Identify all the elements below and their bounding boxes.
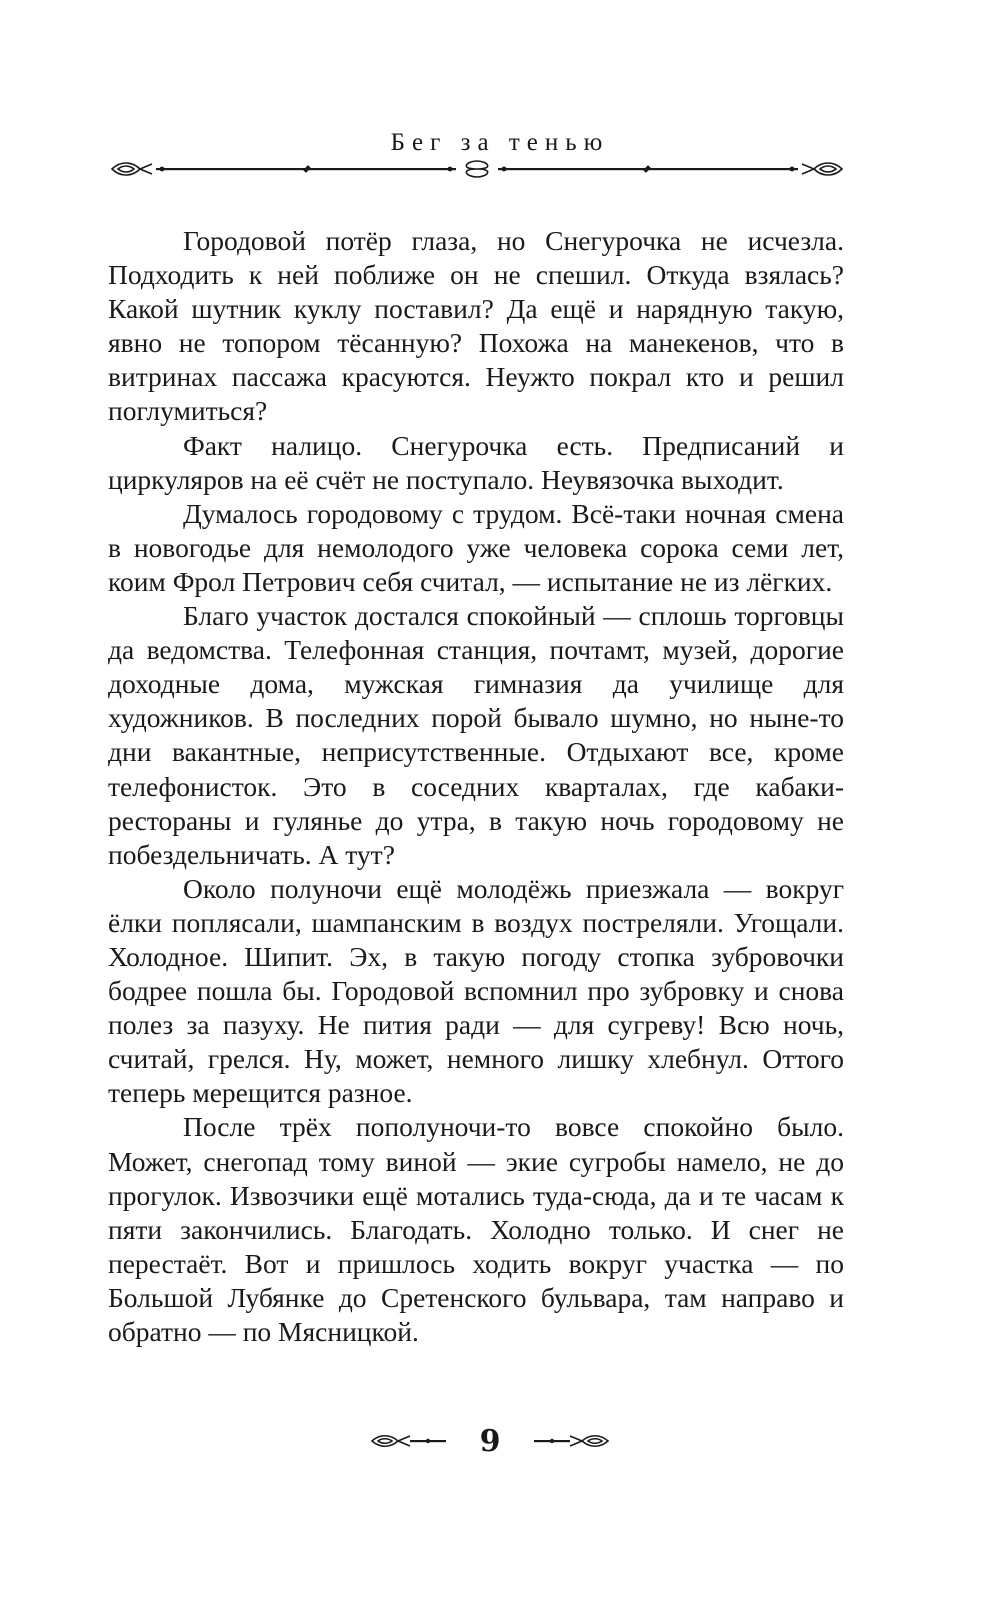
page-footer [370, 1422, 610, 1462]
paragraph: После трёх пополуночи-то вовсе спокойно было. Может, снегопад тому виной — экие сугробы намело, не до прогулок. Извозчики ещё мотались туда-сюда, да и те часам к пяти закончились. Благодать. Холодно только. И снег не перестаёт. Вот и пришлось ходить вокруг участка — по Большой Лубянке до Сретенского бульвара, там направо и обратно — по Мясницкой. [108, 1111, 844, 1347]
scroll-ornament-right-icon [530, 1431, 610, 1451]
body-text [108, 224, 844, 1349]
paragraph: Благо участок достался спокойный — сплошь торговцы да ведомства. Телефонная станция, почтамт, музей, дорогие доходные дома, мужская гимназия да училище для художников. В последних порой бывало шумно, но ныне-то дни вакантные, неприсутственные. Отдыхают все, кроме телефонисток. Это в соседних кварталах, где кабаки-рестораны и гулянье до утра, в такую ночь городовому не побездельничать. А тут? [108, 600, 844, 870]
running-head: Бег за тенью [390, 129, 610, 156]
paragraph: Думалось городовому с трудом. Всё-таки ночная смена в новогодье для немолодого уже человека сорока семи лет, коим Фрол Петрович себя считал, — испытание не из лёгких. [108, 497, 844, 597]
paragraph: Около полуночи ещё молодёжь приезжала — вокруг ёлки поплясали, шампанским в воздух постреляли. Угощали. Холодное. Шипит. Эх, в такую погоду стопка зубровочки бодрее пошла бы. Городовой вспомнил про зубровку и снова полез за пазуху. Не пития ради — для сугреву! Всю ночь, считай, грелся. Ну, может, немного лишку хлебнул. Оттого теперь мерещится разное. [108, 872, 844, 1109]
page-number: 9 [479, 1424, 501, 1459]
scroll-rule-ornament [110, 158, 844, 180]
paragraph: Городовой потёр глаза, но Снегурочка не исчезла. Подходить к ней поближе он не спешил. Откуда взялась? Какой шутник куклу поставил? Да ещё и нарядную такую, явно не топором тёсанную? Похожа на манекенов, что в витринах пассажа красуются. Неужто покрал кто и решил поглумиться? [108, 225, 844, 427]
paragraph: Факт налицо. Снегурочка есть. Предписаний и циркуляров на её счёт не поступало. Неувязочка выходит. [108, 429, 844, 495]
